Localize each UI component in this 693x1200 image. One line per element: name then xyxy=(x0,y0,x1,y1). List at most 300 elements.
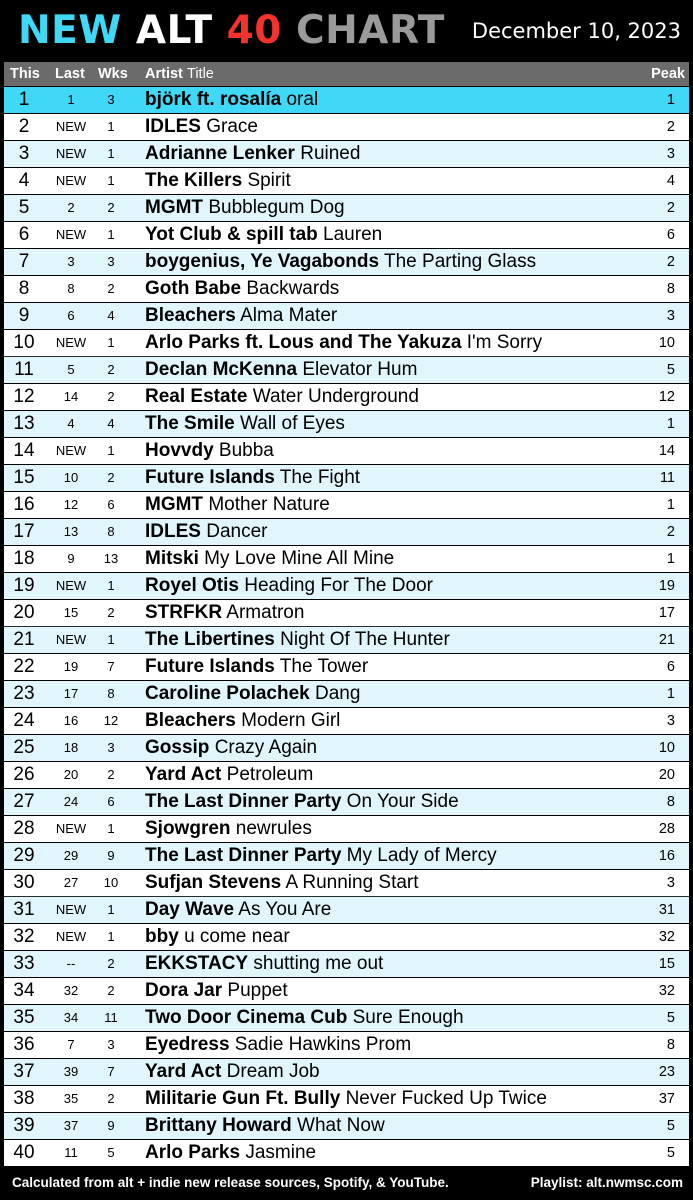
song-title: A Running Start xyxy=(285,872,419,893)
peak-position: 5 xyxy=(666,1145,675,1161)
chart-row xyxy=(4,330,689,357)
artist-name: Sufjan Stevens xyxy=(145,872,282,893)
peak-position: 3 xyxy=(666,146,675,162)
artist-name: Brittany Howard xyxy=(145,1115,292,1136)
song-title: I'm Sorry xyxy=(466,332,543,353)
position-this: 23 xyxy=(13,683,35,704)
peak-position: 23 xyxy=(658,1064,675,1080)
title-40: 40 xyxy=(226,8,297,53)
artist-name: The Last Dinner Party xyxy=(145,791,342,812)
position-last: 17 xyxy=(63,686,79,701)
position-this: 1 xyxy=(18,89,30,110)
position-this: 22 xyxy=(13,656,35,677)
peak-position: 3 xyxy=(666,875,675,891)
weeks-on-chart: 4 xyxy=(107,416,115,431)
song-title: Dream Job xyxy=(226,1061,320,1082)
song-title: Armatron xyxy=(226,602,305,623)
position-this: 40 xyxy=(13,1142,35,1163)
song-title: Night Of The Hunter xyxy=(280,629,450,650)
song xyxy=(145,303,337,329)
chart-row xyxy=(4,546,689,572)
artist-name: Militarie Gun Ft. Bully xyxy=(145,1088,341,1109)
position-last: 20 xyxy=(63,767,79,782)
position-this: 26 xyxy=(13,764,35,785)
peak-position: 2 xyxy=(666,254,675,270)
song xyxy=(145,627,450,653)
position-last: 11 xyxy=(64,1145,78,1160)
artist-name: Eyedress xyxy=(145,1034,230,1055)
song-title: Petroleum xyxy=(226,764,314,785)
song xyxy=(145,1005,464,1031)
song xyxy=(145,1032,411,1058)
peak-position: 1 xyxy=(666,416,675,432)
artist-name: Future Islands xyxy=(145,656,275,677)
chart-row xyxy=(4,141,689,167)
song xyxy=(145,816,312,842)
weeks-on-chart: 1 xyxy=(107,632,115,647)
chart-row xyxy=(4,87,689,113)
position-last: 27 xyxy=(63,875,79,890)
artist-name: Sjowgren xyxy=(145,818,231,839)
position-this: 14 xyxy=(13,440,35,461)
song-title: Spirit xyxy=(247,170,291,191)
song xyxy=(145,978,288,1004)
weeks-on-chart: 1 xyxy=(107,173,115,188)
chart-row xyxy=(4,195,689,221)
weeks-on-chart: 1 xyxy=(107,902,115,917)
weeks-on-chart: 2 xyxy=(107,200,115,215)
position-this: 9 xyxy=(18,305,30,326)
artist-name: The Smile xyxy=(145,413,235,434)
song xyxy=(145,924,290,950)
chart-row xyxy=(4,762,689,788)
position-this: 24 xyxy=(13,710,35,731)
song xyxy=(145,654,368,680)
song-title: My Love Mine All Mine xyxy=(204,548,395,569)
artist-name: Declan McKenna xyxy=(145,359,298,380)
position-last: 24 xyxy=(63,794,79,809)
position-this: 34 xyxy=(13,980,35,1001)
artist-name: EKKSTACY xyxy=(145,953,249,974)
peak-position: 20 xyxy=(658,767,675,783)
position-this: 29 xyxy=(13,845,35,866)
chart-table xyxy=(4,87,689,1167)
chart-row xyxy=(4,384,689,410)
weeks-on-chart: 3 xyxy=(107,1037,115,1052)
chart-row xyxy=(4,249,689,275)
position-last: NEW xyxy=(55,902,87,917)
position-this: 16 xyxy=(13,494,35,515)
weeks-on-chart: 2 xyxy=(107,389,115,404)
chart-row xyxy=(4,789,689,815)
peak-position: 1 xyxy=(666,686,675,702)
column-header-bar xyxy=(4,62,689,86)
artist-name: Yot Club & spill tab xyxy=(145,224,318,245)
peak-position: 32 xyxy=(658,983,675,999)
song-title: On Your Side xyxy=(346,791,459,812)
position-last: 5 xyxy=(67,362,75,377)
weeks-on-chart: 1 xyxy=(107,929,115,944)
chart-row xyxy=(4,870,689,897)
weeks-on-chart: 1 xyxy=(107,443,115,458)
artist-name: Dora Jar xyxy=(145,980,223,1001)
title-alt: ALT xyxy=(135,8,227,53)
peak-position: 10 xyxy=(658,740,675,756)
chart-footer xyxy=(0,1170,693,1200)
artist-name: MGMT xyxy=(145,197,204,218)
artist-name: Arlo Parks ft. Lous and The Yakuza xyxy=(145,332,462,353)
artist-name: Gossip xyxy=(145,737,210,758)
position-this: 39 xyxy=(13,1115,35,1136)
chart-row xyxy=(4,411,689,437)
peak-position: 1 xyxy=(666,92,675,108)
artist-name: The Killers xyxy=(145,170,243,191)
artist-name: The Last Dinner Party xyxy=(145,845,342,866)
song xyxy=(145,708,340,734)
peak-position: 32 xyxy=(658,929,675,945)
song-title: Dancer xyxy=(206,521,268,542)
artist-name: Hovvdy xyxy=(145,440,214,461)
position-this: 35 xyxy=(13,1007,35,1028)
song-title: What Now xyxy=(297,1115,385,1136)
position-this: 17 xyxy=(13,521,35,542)
chart-row xyxy=(4,924,689,950)
chart-title xyxy=(18,8,445,54)
song xyxy=(145,1059,320,1085)
position-this: 15 xyxy=(13,467,35,488)
weeks-on-chart: 1 xyxy=(107,146,115,161)
position-last: NEW xyxy=(55,821,87,836)
position-this: 10 xyxy=(13,332,35,353)
weeks-on-chart: 2 xyxy=(107,605,115,620)
song xyxy=(145,951,383,977)
position-this: 33 xyxy=(13,953,35,974)
song xyxy=(145,519,267,545)
song xyxy=(145,330,542,356)
chart-row xyxy=(4,843,689,869)
peak-position: 31 xyxy=(658,902,675,918)
peak-position: 19 xyxy=(658,578,675,594)
peak-position: 17 xyxy=(658,605,675,621)
weeks-on-chart: 3 xyxy=(107,254,115,269)
position-last: 37 xyxy=(63,1118,79,1133)
position-this: 13 xyxy=(13,413,35,434)
song xyxy=(145,1140,316,1166)
peak-position: 1 xyxy=(666,551,675,567)
song xyxy=(145,1086,547,1112)
artist-name: Caroline Polachek xyxy=(145,683,310,704)
song xyxy=(145,492,330,518)
position-this: 21 xyxy=(13,629,35,650)
song-title: Elevator Hum xyxy=(302,359,418,380)
song xyxy=(145,870,419,896)
position-last: 29 xyxy=(63,848,79,863)
song xyxy=(145,681,360,707)
weeks-on-chart: 2 xyxy=(107,281,115,296)
peak-position: 8 xyxy=(666,794,675,810)
chart-row xyxy=(4,222,689,248)
artist-name: IDLES xyxy=(145,521,201,542)
weeks-on-chart: 6 xyxy=(107,794,115,809)
song xyxy=(145,87,318,113)
position-last: 8 xyxy=(67,281,75,296)
position-last: 13 xyxy=(63,524,79,539)
chart-row xyxy=(4,438,689,464)
weeks-on-chart: 3 xyxy=(107,740,115,755)
chart-row xyxy=(4,1113,689,1139)
weeks-on-chart: 2 xyxy=(107,956,115,971)
song-title: Lauren xyxy=(323,224,383,245)
position-last: 15 xyxy=(63,605,79,620)
column-wks: Wks xyxy=(98,66,128,82)
chart-row xyxy=(4,1005,689,1031)
peak-position: 8 xyxy=(666,281,675,297)
weeks-on-chart: 8 xyxy=(107,524,115,539)
song-title: Grace xyxy=(206,116,258,137)
position-this: 5 xyxy=(18,197,30,218)
weeks-on-chart: 1 xyxy=(107,335,115,350)
weeks-on-chart: 2 xyxy=(107,767,115,782)
chart-row xyxy=(4,1086,689,1112)
chart-row xyxy=(4,708,689,734)
position-this: 25 xyxy=(13,737,35,758)
song-title: Sadie Hawkins Prom xyxy=(234,1034,412,1055)
chart-row xyxy=(4,600,689,627)
weeks-on-chart: 5 xyxy=(107,1145,115,1160)
position-this: 30 xyxy=(13,872,35,893)
chart-row xyxy=(4,303,689,329)
song xyxy=(145,384,419,410)
chart-row xyxy=(4,465,689,491)
position-this: 18 xyxy=(13,548,35,569)
song-title: Crazy Again xyxy=(214,737,318,758)
position-last: NEW xyxy=(55,173,87,188)
artist-name: Day Wave xyxy=(145,899,235,920)
position-last: 2 xyxy=(67,200,75,215)
peak-position: 4 xyxy=(666,173,675,189)
position-this: 4 xyxy=(18,170,30,191)
chart-row xyxy=(4,357,689,383)
song-title: The Fight xyxy=(279,467,361,488)
song-title: Sure Enough xyxy=(352,1007,464,1028)
position-last: 32 xyxy=(63,983,79,998)
position-this: 7 xyxy=(18,251,30,272)
song-title: Water Underground xyxy=(252,386,419,407)
chart-row xyxy=(4,627,689,653)
chart-row xyxy=(4,897,689,923)
footer-playlist: Playlist: alt.nwmsc.com xyxy=(530,1175,683,1190)
position-this: 8 xyxy=(18,278,30,299)
position-last: 6 xyxy=(67,308,75,323)
weeks-on-chart: 2 xyxy=(107,470,115,485)
song-title: The Parting Glass xyxy=(384,251,537,272)
footer-source: Calculated from alt + indie new release sources, Spotify, & YouTube. xyxy=(12,1175,449,1190)
weeks-on-chart: 6 xyxy=(107,497,115,512)
position-last: 12 xyxy=(63,497,79,512)
song xyxy=(145,141,360,167)
position-last: NEW xyxy=(55,443,87,458)
position-last: 1 xyxy=(67,92,75,107)
song xyxy=(145,1113,385,1139)
song xyxy=(145,114,258,140)
position-last: 10 xyxy=(63,470,79,485)
column-title: Title xyxy=(187,66,214,82)
song-title: oral xyxy=(286,89,319,110)
song-title: My Lady of Mercy xyxy=(346,845,497,866)
position-last: 18 xyxy=(63,740,79,755)
artist-name: STRFKR xyxy=(145,602,223,623)
weeks-on-chart: 1 xyxy=(107,578,115,593)
peak-position: 1 xyxy=(666,497,675,513)
song-title: newrules xyxy=(235,818,312,839)
song xyxy=(145,411,345,437)
position-last: NEW xyxy=(55,119,87,134)
position-last: 7 xyxy=(67,1037,75,1052)
position-this: 28 xyxy=(13,818,35,839)
chart-row xyxy=(4,276,689,302)
peak-position: 2 xyxy=(666,119,675,135)
weeks-on-chart: 1 xyxy=(107,119,115,134)
chart-row xyxy=(4,114,689,140)
position-this: 36 xyxy=(13,1034,35,1055)
weeks-on-chart: 1 xyxy=(107,821,115,836)
song xyxy=(145,897,331,923)
song xyxy=(145,195,345,221)
artist-name: MGMT xyxy=(145,494,204,515)
peak-position: 12 xyxy=(658,389,675,405)
position-last: NEW xyxy=(55,632,87,647)
peak-position: 5 xyxy=(666,1010,675,1026)
song-title: Bubblegum Dog xyxy=(208,197,345,218)
weeks-on-chart: 8 xyxy=(107,686,115,701)
position-last: NEW xyxy=(55,146,87,161)
weeks-on-chart: 11 xyxy=(104,1010,118,1025)
chart-row xyxy=(4,1140,689,1166)
chart-row xyxy=(4,519,689,545)
chart-row xyxy=(4,492,689,518)
position-last: 19 xyxy=(63,659,79,674)
weeks-on-chart: 2 xyxy=(107,362,115,377)
weeks-on-chart: 3 xyxy=(107,92,115,107)
peak-position: 10 xyxy=(658,335,675,351)
artist-name: Mitski xyxy=(145,548,199,569)
peak-position: 6 xyxy=(666,659,675,675)
position-last: -- xyxy=(66,956,76,971)
weeks-on-chart: 1 xyxy=(107,227,115,242)
weeks-on-chart: 10 xyxy=(103,875,119,890)
song-title: Jasmine xyxy=(245,1142,317,1163)
column-this: This xyxy=(10,66,40,82)
song xyxy=(145,276,339,302)
position-last: 9 xyxy=(67,551,75,566)
position-last: 3 xyxy=(67,254,75,269)
artist-name: Royel Otis xyxy=(145,575,239,596)
peak-position: 5 xyxy=(666,1118,675,1134)
artist-name: Bleachers xyxy=(145,305,236,326)
song xyxy=(145,600,304,626)
weeks-on-chart: 12 xyxy=(103,713,119,728)
chart-row xyxy=(4,951,689,977)
position-this: 38 xyxy=(13,1088,35,1109)
song xyxy=(145,762,313,788)
peak-position: 8 xyxy=(666,1037,675,1053)
artist-name: Yard Act xyxy=(145,1061,222,1082)
peak-position: 21 xyxy=(658,632,675,648)
column-last: Last xyxy=(55,66,85,82)
chart-row xyxy=(4,681,689,707)
title-new: NEW xyxy=(18,8,136,53)
position-last: 34 xyxy=(63,1010,79,1025)
position-this: 20 xyxy=(13,602,35,623)
song xyxy=(145,168,291,194)
weeks-on-chart: 13 xyxy=(103,551,119,566)
song-title: Ruined xyxy=(300,143,361,164)
chart-row xyxy=(4,1059,689,1085)
song-title: Heading For The Door xyxy=(244,575,433,596)
peak-position: 28 xyxy=(658,821,675,837)
peak-position: 3 xyxy=(666,308,675,324)
position-this: 2 xyxy=(18,116,30,137)
peak-position: 16 xyxy=(658,848,675,864)
position-last: 14 xyxy=(63,389,79,404)
weeks-on-chart: 2 xyxy=(107,983,115,998)
weeks-on-chart: 9 xyxy=(107,1118,115,1133)
song-title: As You Are xyxy=(238,899,332,920)
peak-position: 15 xyxy=(658,956,675,972)
chart-row xyxy=(4,978,689,1004)
position-last: NEW xyxy=(55,578,87,593)
position-this: 11 xyxy=(14,359,34,380)
artist-name: Real Estate xyxy=(145,386,248,407)
chart-header xyxy=(0,0,693,62)
artist-name: Two Door Cinema Cub xyxy=(145,1007,348,1028)
song xyxy=(145,843,497,869)
song xyxy=(145,222,382,248)
position-last: 4 xyxy=(67,416,75,431)
song xyxy=(145,249,536,275)
artist-name: boygenius, Ye Vagabonds xyxy=(145,251,380,272)
peak-position: 11 xyxy=(659,470,675,486)
song-title: Dang xyxy=(315,683,361,704)
peak-position: 5 xyxy=(666,362,675,378)
song xyxy=(145,573,433,599)
chart-date: December 10, 2023 xyxy=(471,19,681,43)
song-title: Never Fucked Up Twice xyxy=(345,1088,547,1109)
chart-row xyxy=(4,735,689,761)
weeks-on-chart: 4 xyxy=(107,308,115,323)
artist-name: IDLES xyxy=(145,116,201,137)
artist-name: Yard Act xyxy=(145,764,222,785)
position-last: 35 xyxy=(63,1091,79,1106)
song-title: Puppet xyxy=(227,980,288,1001)
artist-name: Arlo Parks xyxy=(145,1142,241,1163)
position-this: 32 xyxy=(13,926,35,947)
song xyxy=(145,438,274,464)
position-last: NEW xyxy=(55,227,87,242)
song-title: Alma Mater xyxy=(240,305,338,326)
artist-name: bby xyxy=(145,926,179,947)
peak-position: 3 xyxy=(666,713,675,729)
column-peak: Peak xyxy=(651,66,685,82)
song-title: Mother Nature xyxy=(208,494,330,515)
weeks-on-chart: 2 xyxy=(107,1091,115,1106)
chart-row xyxy=(4,573,689,599)
artist-name: The Libertines xyxy=(145,629,275,650)
artist-name: björk ft. rosalía xyxy=(145,89,282,110)
chart-row xyxy=(4,1032,689,1058)
artist-name: Future Islands xyxy=(145,467,275,488)
song xyxy=(145,789,459,815)
